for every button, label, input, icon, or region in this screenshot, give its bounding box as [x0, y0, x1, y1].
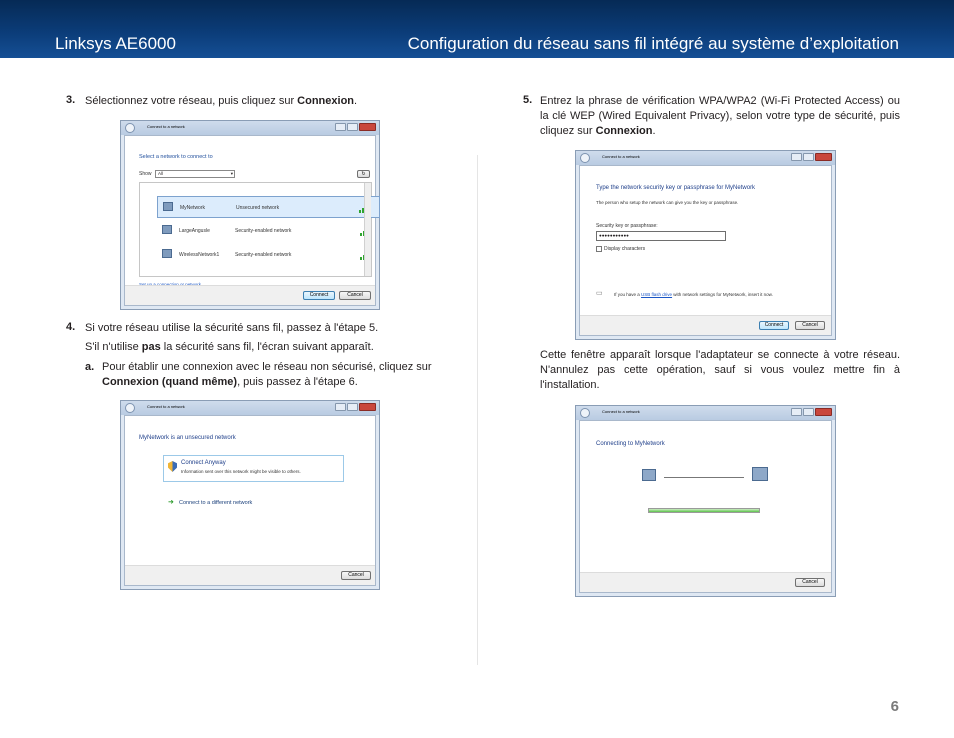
- connection-line: [664, 477, 744, 478]
- connect-button: Connect: [759, 321, 789, 330]
- network-list-screenshot: [120, 120, 380, 310]
- network-name: MyNetwork: [180, 205, 206, 211]
- unsecured-network-screenshot: [120, 400, 380, 590]
- maximize-icon: [347, 123, 358, 131]
- scrollbar: [364, 183, 371, 276]
- minimize-icon: [791, 153, 802, 161]
- step-4a-letter: a.: [85, 361, 95, 373]
- arrow-right-icon: ➜: [168, 499, 174, 506]
- option-description: Information sent over this network might be visible to others.: [181, 469, 301, 474]
- maximize-icon: [803, 153, 814, 161]
- step-4-number: 4.: [66, 321, 76, 333]
- network-row: [157, 196, 380, 218]
- maximize-icon: [803, 408, 814, 416]
- back-arrow-icon: [580, 153, 590, 163]
- step-5-text: Entrez la phrase de vérification WPA/WPA2 (Wi-Fi Protected Access) ou la clé WEP (Wired Equivalent Privacy), selon votre type de sécurité, puis cliquez sur Connexion.: [540, 95, 900, 137]
- close-icon: [815, 408, 832, 416]
- back-arrow-icon: [580, 408, 590, 418]
- option-title: Connect Anyway: [181, 460, 226, 466]
- page-header: [0, 0, 954, 58]
- network-status: Security-enabled network: [235, 252, 292, 258]
- back-arrow-icon: [125, 123, 135, 133]
- network-icon: [752, 467, 768, 481]
- security-key-input: ●●●●●●●●●●●: [596, 231, 726, 241]
- close-icon: [359, 403, 376, 411]
- network-icon: [162, 249, 172, 258]
- connect-different-network-link: Connect to a different network: [179, 500, 253, 506]
- security-key-screenshot: [575, 150, 836, 340]
- step-3-number: 3.: [66, 94, 76, 106]
- network-icon: [162, 225, 172, 234]
- network-list: [139, 182, 372, 277]
- network-row: [157, 244, 380, 266]
- cancel-button: Cancel: [341, 571, 371, 580]
- network-icon: [163, 202, 173, 211]
- close-icon: [815, 153, 832, 161]
- usb-instruction: If you have a USB flash drive with network settings for MyNetwork, insert it now.: [614, 292, 773, 297]
- page-number: 6: [890, 698, 899, 715]
- cancel-button: Cancel: [795, 321, 825, 330]
- step-4-line2: S'il n'utilise pas la sécurité sans fil, l'écran suivant apparaît.: [85, 341, 374, 353]
- column-divider: [477, 155, 478, 665]
- usb-drive-icon: ▭: [596, 290, 603, 297]
- show-label: Show: [139, 171, 152, 177]
- shield-icon: [168, 461, 177, 472]
- dialog-title: Connect to a network: [147, 124, 185, 129]
- step-3-text: Sélectionnez votre réseau, puis cliquez sur Connexion.: [85, 95, 358, 107]
- step-5-number: 5.: [523, 94, 533, 106]
- network-name: LargeAngusle: [179, 228, 210, 234]
- product-name: Linksys AE6000: [55, 34, 176, 53]
- network-status: Unsecured network: [236, 205, 280, 211]
- network-name: WirelessNetwork1: [179, 252, 220, 258]
- refresh-icon: ↻: [357, 170, 370, 178]
- progress-fill: [649, 509, 759, 512]
- show-dropdown: All ▾: [155, 170, 235, 178]
- network-row: [157, 220, 380, 242]
- dialog-heading: Connecting to MyNetwork: [596, 441, 665, 447]
- dialog-subtext: The person who setup the network can give you the key or passphrase.: [596, 200, 739, 205]
- connect-button: Connect: [303, 291, 335, 300]
- step-4-line1: Si votre réseau utilise la sécurité sans fil, passez à l'étape 5.: [85, 322, 379, 334]
- key-field-label: Security key or passphrase:: [596, 223, 658, 229]
- section-title: Configuration du réseau sans fil intégré au système d’exploitation: [407, 34, 899, 53]
- minimize-icon: [335, 403, 346, 411]
- dialog-heading: MyNetwork is an unsecured network: [139, 435, 236, 441]
- dialog-heading: Type the network security key or passphrase for MyNetwork: [596, 185, 756, 191]
- connection-progress-bar: [648, 508, 760, 513]
- back-arrow-icon: [125, 403, 135, 413]
- display-characters-checkbox: [596, 246, 602, 252]
- dialog-title: Connect to a network: [602, 409, 640, 414]
- dialog-title: Connect to a network: [602, 154, 640, 159]
- cancel-button: Cancel: [795, 578, 825, 587]
- minimize-icon: [335, 123, 346, 131]
- dialog-heading: Select a network to connect to: [139, 154, 213, 160]
- cancel-button: Cancel: [339, 291, 371, 300]
- network-status: Security-enabled network: [235, 228, 292, 234]
- connect-anyway-option: [163, 455, 344, 482]
- step-4a-text: Pour établir une connexion avec le réseau non sécurisé, cliquez sur Connexion (quand même), puis passez à l'étape 6.: [102, 361, 432, 388]
- connecting-note: Cette fenêtre apparaît lorsque l'adaptateur se connecte à votre réseau. N'annulez pas cette opération, sauf si vous voulez mettre fin à l'installation.: [540, 349, 900, 391]
- dialog-title: Connect to a network: [147, 404, 185, 409]
- display-characters-label: Display characters: [604, 246, 646, 252]
- maximize-icon: [347, 403, 358, 411]
- computer-icon: [642, 469, 656, 481]
- minimize-icon: [791, 408, 802, 416]
- close-icon: [359, 123, 376, 131]
- connecting-screenshot: [575, 405, 836, 597]
